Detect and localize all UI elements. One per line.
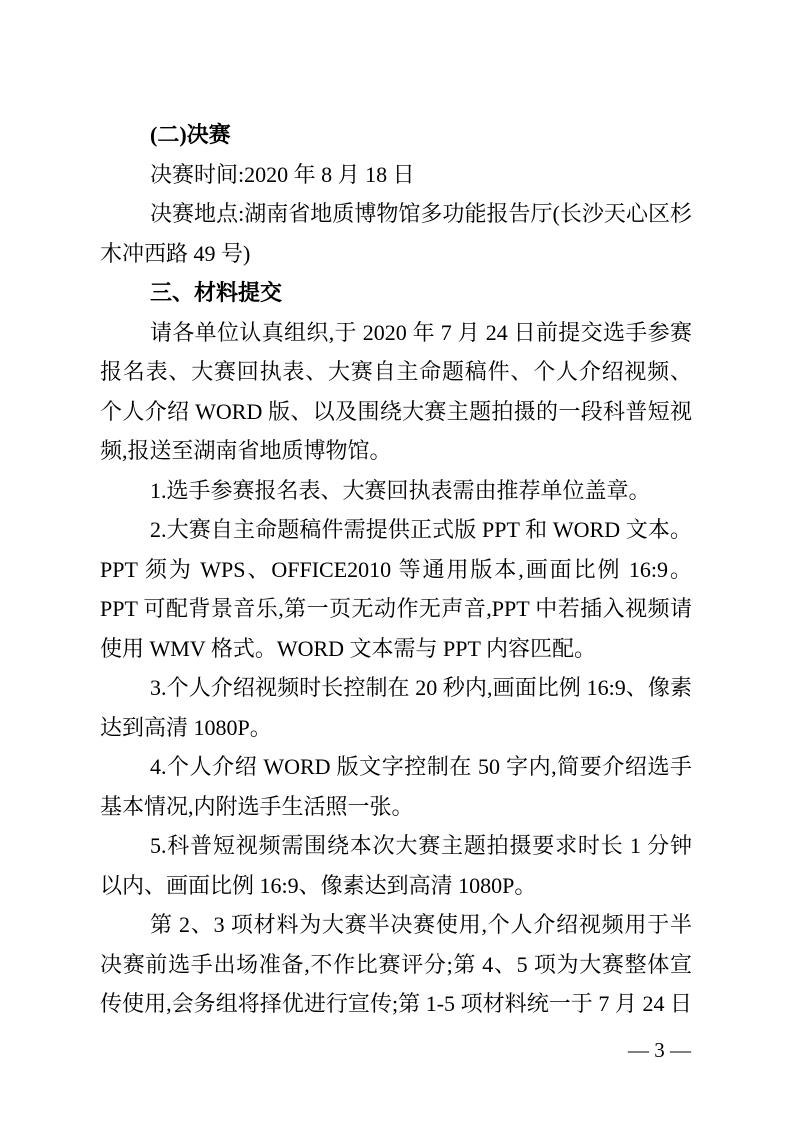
materials-usage-note: 第 2、3 项材料为大赛半决赛使用,个人介绍视频用于半决赛前选手出场准备,不作比赛评分;第 4、5 项为大赛整体宣传使用,会务组将择优进行宣传;第 1-5 项材料统一于 7 月 24 日 [100,912,692,1016]
finals-location-line: 决赛地点:湖南省地质博物馆多功能报告厅(长沙天心区杉木冲西路 49 号) [100,201,692,266]
section-heading-materials: 三、材料提交 [150,280,283,305]
subsection-heading-finals: (二)决赛 [150,122,231,147]
finals-time-line: 决赛时间:2020 年 8 月 18 日 [150,161,415,187]
material-item-2: 2.大赛自主命题稿件需提供正式版 PPT 和 WORD 文本。PPT 须为 WPS、OFFICE2010 等通用版本,画面比例 16:9。PPT 可配背景音乐,第一页无动作无声音,PPT 中若插入视频请使用 WMV 格式。WORD 文本需与 PPT 内容匹配。 [100,517,692,661]
material-item-4: 4.个人介绍 WORD 版文字控制在 50 字内,简要介绍选手基本情况,内附选手生活照一张。 [100,754,692,819]
document-body [100,115,692,1024]
page-number: — 3 — [628,1038,691,1062]
material-item-1: 1.选手参赛报名表、大赛回执表需由推荐单位盖章。 [150,477,651,503]
material-item-5: 5.科普短视频需围绕本次大赛主题拍摄要求时长 1 分钟以内、画面比例 16:9、像素达到高清 1080P。 [100,833,692,898]
material-item-3: 3.个人介绍视频时长控制在 20 秒内,画面比例 16:9、像素达到高清 1080P。 [100,675,692,740]
materials-intro-paragraph: 请各单位认真组织,于 2020 年 7 月 24 日前提交选手参赛报名表、大赛回执表、大赛自主命题稿件、个人介绍视频、个人介绍 WORD 版、以及围绕大赛主题拍摄的一段科普短视频,报送至湖南省地质博物馆。 [100,319,692,463]
